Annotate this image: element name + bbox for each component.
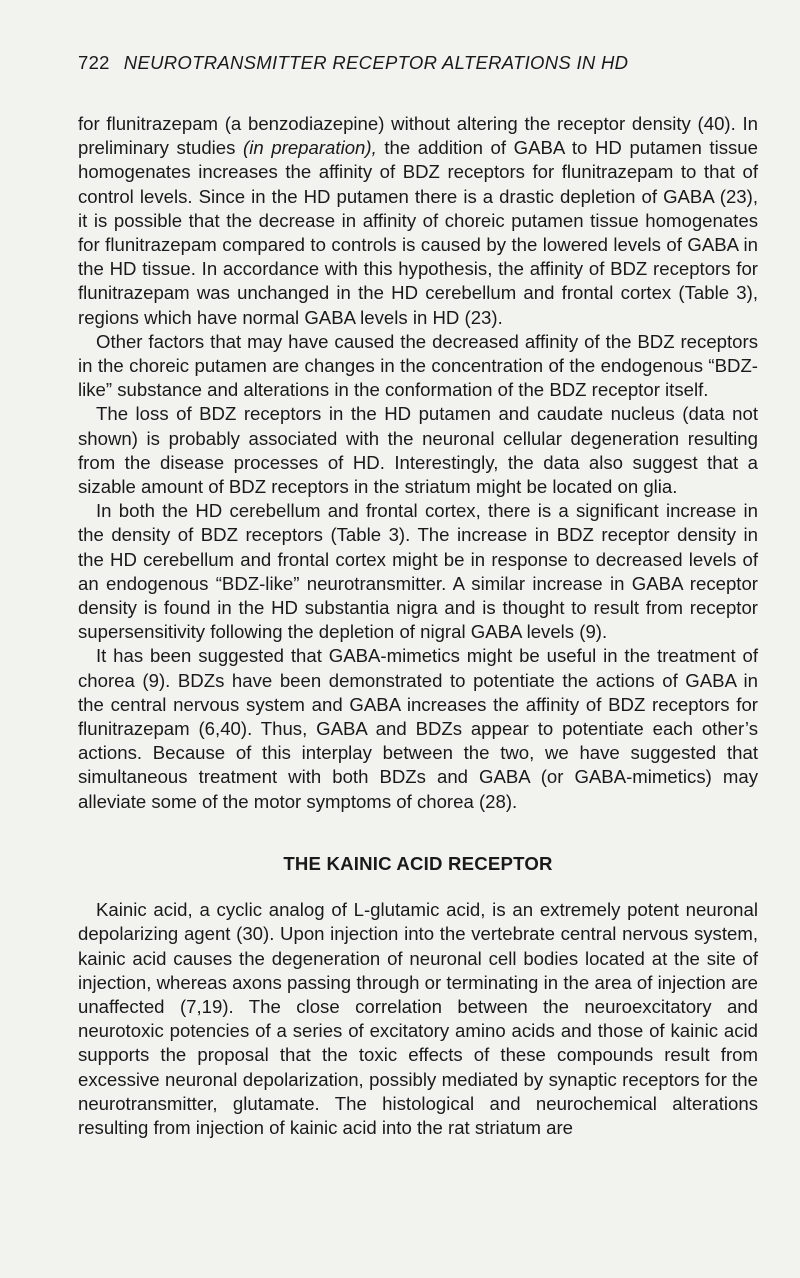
paragraph-4: In both the HD cerebellum and frontal cortex, there is a significant increase in the density of BDZ receptors (Table 3). The increase in BDZ receptor density in the HD cerebellum and frontal cortex might be in response to decreased levels of an endogenous “BDZ-like” neurotransmitter. A similar increase in GABA receptor density is found in the HD substantia nigra and is thought to result from receptor supersensitivity following the depletion of nigral GABA levels (9). xyxy=(78,500,758,643)
paragraph-3: The loss of BDZ receptors in the HD putamen and caudate nucleus (data not shown) is probably associated with the neuronal cellular degeneration resulting from the disease processes of HD. Interestingly, the data also suggest that a sizable amount of BDZ receptors in the striatum might be located on glia. xyxy=(78,403,758,498)
paragraph-2: Other factors that may have caused the decreased affinity of the BDZ receptors in the choreic putamen are changes in the concentration of the endogenous “BDZ-like” substance and alterations in the conformation of the BDZ receptor itself. xyxy=(78,330,758,401)
page-number: 722 xyxy=(78,52,110,73)
paragraph-1-text-a: for flunitrazepam (a benzodiazepine) without altering the receptor density (40). In preliminary studies xyxy=(78,113,758,159)
paragraph-1-text-b: the addition of GABA to HD putamen tissue homogenates increases the affinity of BDZ receptors for flunitrazepam to that of control levels. Since in the HD putamen there is a drastic depletion of GABA (23), it is possible that the decrease in affinity of choreic putamen tissue homogenates for flunitrazepam compared to controls is caused by the lowered levels of GABA in the HD tissue. In accordance with this hypothesis, the affinity of BDZ receptors for flunitrazepam was unchanged in the HD cerebellum and frontal cortex (Table 3), regions which have normal GABA levels in HD (23). xyxy=(78,137,758,328)
section-heading: THE KAINIC ACID RECEPTOR xyxy=(283,852,553,874)
running-header xyxy=(78,52,758,74)
section-paragraph: Kainic acid, a cyclic analog of L-glutamic acid, is an extremely potent neuronal depolarizing agent (30). Upon injection into the vertebrate central nervous system, kainic acid causes the degeneration of neuronal cell bodies located at the site of injection, whereas axons passing through or terminating in the area of injection are unaffected (7,19). The close correlation between the neuroexcitatory and neurotoxic potencies of a series of excitatory amino acids and those of kainic acid supports the proposal that the toxic effects of these compounds result from excessive neuronal depolarization, possibly mediated by synaptic receptors for the neurotransmitter, glutamate. The histological and neurochemical alterations resulting from injection of kainic acid into the rat striatum are xyxy=(78,899,758,1138)
paragraph-5: It has been suggested that GABA-mimetics might be useful in the treatment of chorea (9). BDZs have been demonstrated to potentiate the actions of GABA in the central nervous system and GABA increases the affinity of BDZ receptors for flunitrazepam (6,40). Thus, GABA and BDZs appear to potentiate each other’s actions. Because of this interplay between the two, we have suggested that simultaneous treatment with both BDZs and GABA (or GABA-mimetics) may alleviate some of the motor symptoms of chorea (28). xyxy=(78,645,758,812)
paragraph-1 xyxy=(78,112,758,330)
italic-phrase: (in preparation), xyxy=(243,137,377,159)
body-text xyxy=(78,112,758,1140)
running-title: NEUROTRANSMITTER RECEPTOR ALTERATIONS IN HD xyxy=(123,52,629,73)
